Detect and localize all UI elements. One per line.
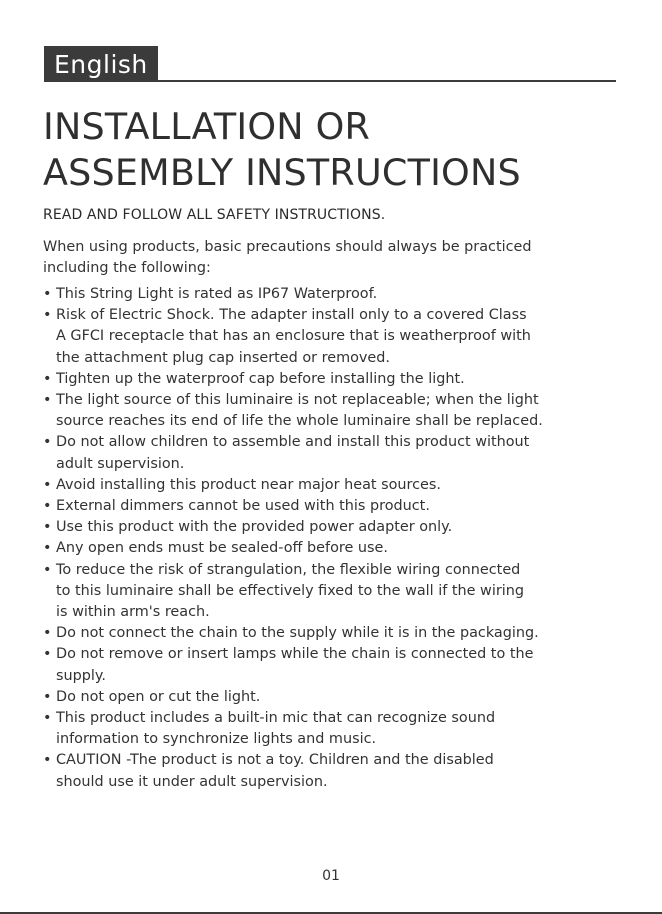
safety-instruction-item (43, 623, 623, 644)
instruction-text-line: Avoid installing this product near major heat sources. (56, 476, 441, 493)
safety-instruction-item (43, 517, 623, 538)
instruction-text-line: Do not connect the chain to the supply while it is in the packaging. (56, 625, 539, 642)
safety-instruction-item (43, 644, 623, 686)
instruction-text-line: Do not open or cut the light. (56, 688, 261, 705)
safety-subheading: READ AND FOLLOW ALL SAFETY INSTRUCTIONS. (43, 207, 386, 223)
safety-instruction-item (43, 538, 623, 559)
instruction-text-line: to this luminaire shall be effectively fixed to the wall if the wiring (56, 582, 524, 599)
safety-instruction-item (43, 369, 623, 390)
instruction-text-line: Do not allow children to assemble and install this product without (56, 434, 530, 451)
page-number: 01 (322, 868, 340, 884)
page-title-line-2: ASSEMBLY INSTRUCTIONS (43, 151, 521, 194)
language-header (44, 46, 616, 82)
instruction-text-line: A GFCI receptacle that has an enclosure that is weatherproof with (56, 328, 531, 345)
instruction-text-line: This product includes a built-in mic that can recognize sound (56, 710, 496, 727)
bullet-icon: • (43, 646, 52, 663)
safety-instruction-item (43, 708, 623, 750)
bullet-icon: • (43, 688, 52, 705)
safety-instruction-item (43, 560, 623, 624)
intro-line-1: When using products, basic precautions should always be practiced (43, 239, 532, 255)
instruction-text-line: CAUTION -The product is not a toy. Children and the disabled (56, 752, 494, 769)
bullet-icon: • (43, 476, 52, 493)
language-tab: English (44, 46, 158, 82)
safety-instruction-item (43, 284, 623, 305)
instruction-text-line: supply. (56, 667, 106, 684)
instruction-text-line: Risk of Electric Shock. The adapter install only to a covered Class (56, 307, 527, 324)
bullet-icon: • (43, 540, 52, 557)
page-title-line-1: INSTALLATION OR (43, 105, 371, 148)
instruction-text-line: Do not remove or insert lamps while the chain is connected to the (56, 646, 534, 663)
instruction-text-line: source reaches its end of life the whole luminaire shall be replaced. (56, 413, 543, 430)
intro-paragraph (43, 237, 621, 279)
safety-instruction-item (43, 390, 623, 432)
bullet-icon: • (43, 307, 52, 324)
bullet-icon: • (43, 370, 52, 387)
header-divider (44, 80, 616, 82)
safety-instruction-item (43, 432, 623, 474)
safety-instruction-item (43, 475, 623, 496)
bullet-icon: • (43, 286, 52, 302)
instruction-text-line: is within arm's reach. (56, 604, 210, 621)
intro-line-2: including the following: (43, 260, 211, 277)
instruction-text-line: information to synchronize lights and music. (56, 731, 377, 748)
bullet-icon: • (43, 434, 52, 451)
instruction-text-line: To reduce the risk of strangulation, the flexible wiring connected (56, 561, 521, 578)
instruction-text-line: should use it under adult supervision. (56, 773, 328, 790)
bullet-icon: • (43, 561, 52, 578)
instruction-text-line: This String Light is rated as IP67 Waterproof. (56, 286, 378, 302)
bullet-icon: • (43, 625, 52, 642)
instruction-text-line: External dimmers cannot be used with this product. (56, 498, 430, 515)
safety-instruction-item (43, 496, 623, 517)
bullet-icon: • (43, 498, 52, 515)
instruction-text-line: Use this product with the provided power adapter only. (56, 519, 453, 536)
safety-instruction-item (43, 750, 623, 792)
instruction-text-line: Tighten up the waterproof cap before installing the light. (56, 370, 465, 387)
instruction-text-line: adult supervision. (56, 455, 185, 472)
safety-instruction-item (43, 687, 623, 708)
bullet-icon: • (43, 519, 52, 536)
bullet-icon: • (43, 752, 52, 769)
instruction-text-line: Any open ends must be sealed-off before use. (56, 540, 388, 557)
bullet-icon: • (43, 710, 52, 727)
safety-instruction-list (43, 284, 623, 793)
bullet-icon: • (43, 392, 52, 409)
safety-instruction-item (43, 305, 623, 369)
instruction-text-line: The light source of this luminaire is not replaceable; when the light (56, 392, 539, 409)
page-title (43, 104, 521, 196)
instruction-text-line: the attachment plug cap inserted or removed. (56, 349, 390, 366)
